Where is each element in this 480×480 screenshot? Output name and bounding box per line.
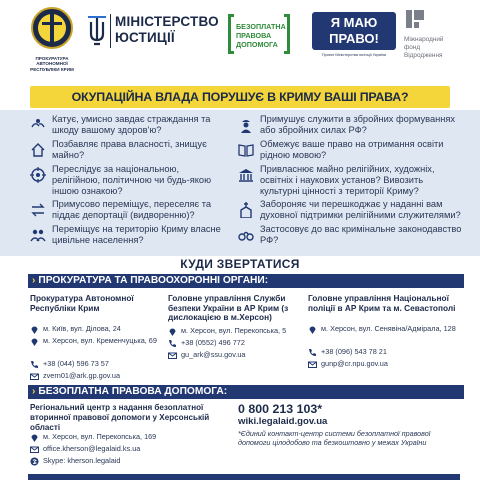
ministry-line1: МІНІСТЕРСТВО	[115, 14, 219, 29]
ya-mayu-line1: Я МАЮ	[330, 15, 378, 30]
legal-aid-line2: ПРАВОВА	[236, 31, 272, 40]
right-item-right-1	[238, 114, 464, 136]
mail-icon	[168, 351, 177, 360]
hotline-site[interactable]: wiki.legalaid.gov.ua	[238, 416, 328, 427]
prosecutor-emblem-icon	[30, 6, 74, 52]
org2-line-3	[168, 351, 303, 360]
right-text-left-4: Примусово переміщує, переселяє та піддає депортації (видворенню)?	[52, 199, 212, 220]
soldier-icon	[238, 117, 254, 133]
right-item-right-4	[238, 199, 464, 221]
org3-address: м. Херсон, вул. Сенявіна/Адмірала, 128	[321, 324, 456, 333]
org1-line-1	[30, 325, 160, 334]
phone-icon	[30, 360, 39, 369]
book-icon	[238, 142, 254, 158]
right-text-right-4: Забороняє чи перешкоджає у наданні вам духовної підтримки релігійними служителями?	[260, 199, 461, 220]
org-name-ssu: Головне управління Служби безпеки України в АР Крим (з дислокацією в м.Херсон)	[168, 293, 289, 323]
org3-email: gunp@cr.npu.gov.ua	[321, 359, 388, 368]
right-text-right-1: Примушує служити в збройних формуваннях або збройних силах РФ?	[260, 114, 456, 135]
org-name-prosecutor: Прокуратура Автономної Республіки Крим	[30, 293, 134, 313]
where-to-apply-title: КУДИ ЗВЕРТАТИСЯ	[0, 256, 480, 272]
ya-mayu-pravo-logo	[312, 12, 396, 62]
pin-icon	[308, 325, 317, 334]
hands-icon	[30, 117, 46, 133]
right-text-left-3: Переслідує за національною, релігійною, політичною чи будь-якою іншою ознакою?	[52, 164, 212, 196]
ya-mayu-sub: Проект Міністерства юстиції України	[321, 53, 387, 57]
mail-icon	[30, 372, 39, 381]
org-name-police: Головне управління Національної поліції в АР Крим та м. Севастополі	[308, 293, 456, 313]
right-item-right-2	[238, 139, 464, 161]
handcuffs-icon	[238, 227, 254, 243]
arrows-icon	[30, 202, 46, 218]
hotline-number: 0 800 213 103*	[238, 402, 323, 416]
phone-icon	[308, 348, 317, 357]
right-item-left-3	[30, 164, 226, 196]
trident-icon	[88, 16, 106, 46]
right-item-right-5	[238, 224, 464, 246]
legal-line-3	[30, 457, 235, 466]
legal-aid-line3: ДОПОМОГА	[236, 40, 278, 49]
right-item-left-5	[30, 224, 226, 246]
people-icon	[30, 227, 46, 243]
house-icon	[30, 142, 46, 158]
org1-line-2	[30, 337, 160, 346]
legal-address: м. Херсон, вул. Перекопська, 169	[43, 432, 157, 441]
ministry-divider	[110, 14, 111, 48]
org2-address: м. Херсон, вул. Перекопська, 5	[181, 326, 287, 335]
section-bar-legal-aid	[28, 385, 464, 399]
legal-aid-bracket-right	[284, 14, 290, 54]
pin-icon	[30, 433, 39, 442]
legal-line-1	[30, 433, 235, 442]
hotline-note: *Єдиний контакт-центр системи безоплатної правової допомоги цілодобово та безкоштовно у межах України	[238, 429, 431, 447]
ya-mayu-line2: ПРАВО!	[329, 31, 379, 46]
section-bar-law-enforcement	[28, 274, 464, 288]
prosecutor-logo	[24, 6, 80, 78]
org1-line-3	[30, 360, 160, 369]
right-text-left-5: Переміщує на територію Криму власне цивільне населення?	[52, 224, 221, 245]
legal-skype: Skype: kherson.legalaid	[43, 456, 121, 465]
chevron-right-icon: ›	[32, 386, 36, 397]
right-text-left-1: Катує, умисно завдає страждання та шкоду вашому здоров'ю?	[52, 114, 211, 135]
org1-address-2: м. Херсон, вул. Кременчуцька, 69	[43, 336, 157, 345]
irf-line2: фонд	[404, 44, 421, 51]
pin-icon	[30, 337, 39, 346]
right-item-left-4	[30, 199, 226, 221]
rights-section	[0, 110, 480, 256]
org2-line-1	[168, 327, 303, 336]
right-text-left-2: Позбавляє права власності, знищує майно?	[52, 139, 207, 160]
org3-line-2	[308, 348, 458, 357]
right-text-right-3: Привласнює майно релігійних, художніх, освітніх і наукових установ? Вивозить культурні цінності з території Криму?	[260, 164, 435, 196]
bottom-section-bar	[28, 474, 460, 480]
irf-line3: Відродження	[404, 52, 443, 59]
ministry-logo	[88, 14, 219, 54]
headline-banner: ОКУПАЦІЙНА ВЛАДА ПОРУШУЄ В КРИМУ ВАШІ ПРАВА?	[30, 86, 450, 108]
org3-line-3	[308, 360, 458, 369]
pin-icon	[30, 325, 39, 334]
legal-center-name: Регіональний центр з надання безоплатної вторинної правової допомоги у Херсонській області	[30, 403, 210, 432]
mail-icon	[308, 360, 317, 369]
org2-phone: +38 (0552) 496 772	[181, 338, 245, 347]
org2-email: gu_ark@ssu.gov.ua	[181, 350, 246, 359]
legal-email: office.kherson@legalaid.ks.ua	[43, 444, 141, 453]
right-item-left-1	[30, 114, 226, 136]
phone-icon	[168, 339, 177, 348]
skype-icon	[30, 457, 39, 466]
pin-icon	[168, 327, 177, 336]
right-text-right-2: Обмежує ваше право на отримання освіти рідною мовою?	[260, 139, 444, 160]
logo-row	[0, 0, 480, 82]
target-icon	[30, 167, 46, 183]
ministry-line2: ЮСТИЦІЇ	[115, 30, 175, 45]
irf-line1: Міжнародний	[404, 36, 444, 43]
irf-emblem-icon	[404, 8, 426, 30]
legal-line-2	[30, 445, 235, 454]
mail-icon	[30, 445, 39, 454]
right-item-right-3	[238, 164, 464, 196]
prosecutor-logo-text: ПРОКУРАТУРА АВТОНОМНОЇ РЕСПУБЛІКИ КРИМ	[30, 56, 74, 72]
org2-line-2	[168, 339, 303, 348]
legal-aid-line1: БЕЗОПЛАТНА	[236, 22, 286, 31]
right-text-right-5: Застосовує до вас кримінальне законодавство РФ?	[260, 224, 462, 245]
building-icon	[238, 167, 254, 183]
org1-phone: +38 (044) 596 73 57	[43, 359, 109, 368]
chevron-right-icon: ›	[32, 275, 36, 286]
legal-aid-bracket-left	[228, 14, 234, 54]
org3-phone: +38 (096) 543 78 21	[321, 347, 387, 356]
church-icon	[238, 202, 254, 218]
section-title-legal-aid: БЕЗОПЛАТНА ПРАВОВА ДОПОМОГА:	[38, 386, 228, 397]
org1-email: zvern01@ark.gp.gov.ua	[43, 371, 121, 380]
org3-line-1	[308, 325, 458, 334]
legal-aid-logo	[228, 14, 290, 54]
right-item-left-2	[30, 139, 226, 161]
org1-line-4	[30, 372, 160, 381]
org1-address-1: м. Київ, вул. Ділова, 24	[43, 324, 121, 333]
section-title-law-enforcement: ПРОКУРАТУРА ТА ПРАВООХОРОННІ ОРГАНИ:	[38, 275, 269, 286]
irf-logo	[404, 8, 464, 64]
